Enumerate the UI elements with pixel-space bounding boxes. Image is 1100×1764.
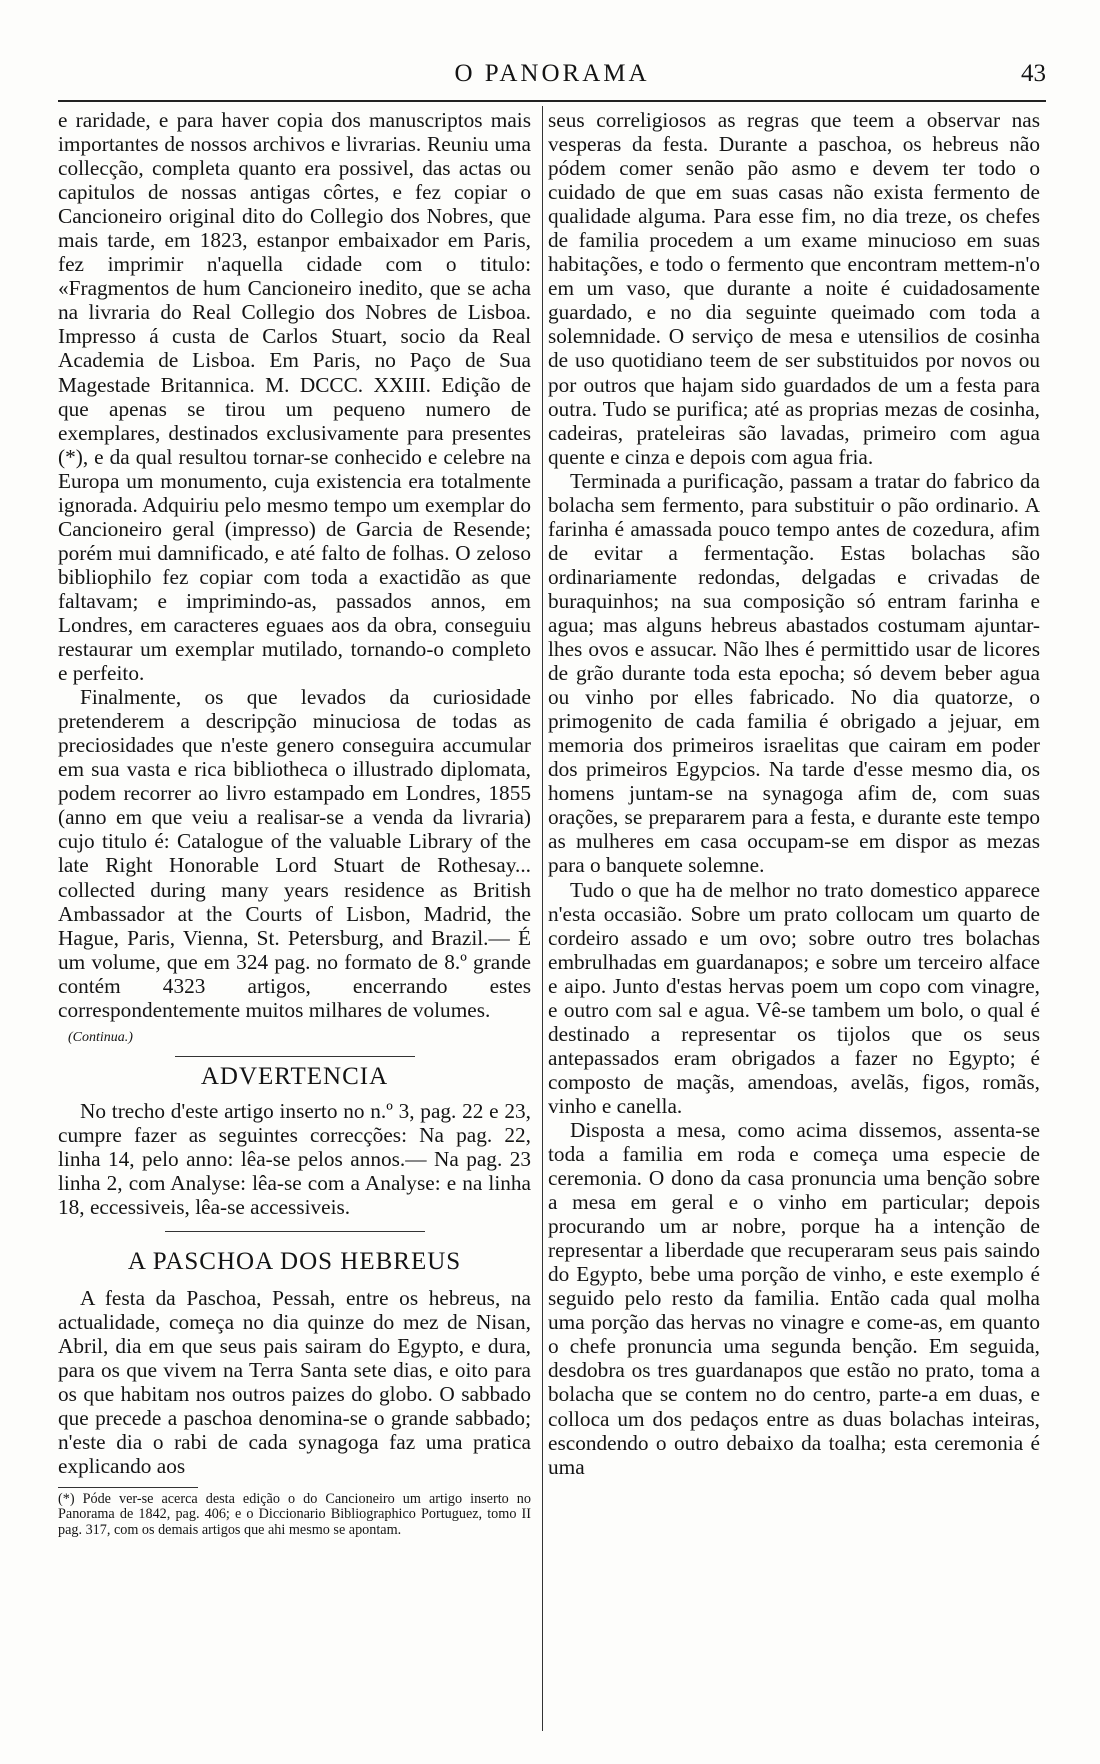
article-heading: A PASCHOA DOS HEBREUS (127, 1248, 462, 1276)
page-number: 43 (1021, 60, 1046, 87)
column-divider (542, 106, 543, 1731)
header-rule (58, 100, 1046, 102)
footnote-rule (58, 1487, 198, 1488)
right-paragraph-4: Disposta a mesa, como acima dissemos, assenta-se toda a familia em roda e começa uma especie de ceremonia. O dono da casa pronuncia uma benção sobre a mesa em geral e o vinho em particular; depois procurando um ar nobre, porque ha a intenção de representar a liberdade que recuperaram seus pais saindo do Egypto, bebe uma porção de vinho, e este exemplo é seguido pelo resto da familia. Então cada qual molha uma porção das hervas no vinagre e come-as, em quanto o chefe pronuncia uma segunda benção. Em seguida, desdobra os tres guardanapos que estão no prato, toma a bolacha que se contem no do centro, parte-a em duas, e colloca um dos pedaços entre as duas bolachas inteiras, escondendo o outro debaixo da toalha; esta ceremonia é uma (548, 1117, 1040, 1479)
section-rule (175, 1056, 415, 1057)
advertencia-text: No trecho d'este artigo inserto no n.º 3, pag. 22 e 23, cumpre fazer as seguintes correcções: Na pag. 22, linha 14, pelo anno: lêa-se pelos annos.— Na pag. 23 linha 2, com Analyse: lêa-se com a Analyse: e na linha 18, eccessiveis, lêa-se accessiveis. (58, 1098, 531, 1220)
right-paragraph-1: seus correligiosos as regras que teem a observar nas vesperas da festa. Durante a paschoa, os hebreus não pódem comer senão pão asmo e devem ter todo o cuidado de que em suas casas não exista fermento de qualidade alguma. Para esse fim, no dia treze, os chefes de familia procedem a um exame minucioso em suas habitações, e todo o fermento que encontram mettem-n'o em um vaso, que durante a noite é cuidadosamente guardado, e no dia seguinte queimado com toda a solemnidade. O serviço de mesa e utensilios de cosinha de uso quotidiano teem de ser substituidos por novos ou por outros que hajam sido guardados de um a festa para outra. Tudo se purifica; até as proprias mezas de cosinha, cadeiras, prateleiras são lavadas, primeiro com agua quente e cinza e depois com agua fria. (548, 108, 1040, 469)
journal-title: O PANORAMA (454, 60, 650, 87)
right-column (548, 108, 1040, 1479)
left-column (58, 108, 531, 1538)
left-paragraph-1: e raridade, e para haver copia dos manuscriptos mais importantes de nossos archivos e livrarias. Reuniu uma collecção, completa quanto era possivel, das actas ou capitulos de nossas antigas côrtes, e fez copiar o Cancioneiro original dito do Collegio dos Nobres, que mais tarde, em 1823, estanpor embaixador em Paris, fez imprimir n'aquella cidade com o titulo: «Fragmentos de hum Cancioneiro inedito, que se acha na livraria do Real Collegio dos Nobres de Lisboa. Impresso á custa de Carlos Stuart, socio da Real Academia de Lisboa. Em Paris, no Paço de Sua Magestade Britannica. M. DCCC. XXIII. Edição de que apenas se tirou um pequeno numero de exemplares, destinados exclusivamente para presentes (*), e da qual resultou tornar-se conhecido e celebre na Europa um monumento, cuja existencia era totalmente ignorada. Adquiriu pelo mesmo tempo um exemplar do Cancioneiro geral (impresso) de Garcia de Resende; porém mui damnificado, e até falto de folhas. O zeloso bibliophilo fez copiar com toda a exactidão as que faltavam; e imprimindo-as, passados annos, em Londres, em caracteres eguaes aos da obra, conseguiu restaurar um exemplar mutilado, tornando-o completo e perfeito. (58, 108, 531, 686)
right-paragraph-2: Terminada a purificação, passam a tratar do fabrico da bolacha sem fermento, para substituir o pão ordinario. A farinha é amassada pouco tempo antes de cozedura, afim de evitar a fermentação. Estas bolachas são ordinariamente redondas, delgadas e crivadas de buraquinhos; na sua composição só entram farinha e agua; mas alguns hebreus abastados costumam ajuntar-lhes ovos e assucar. Não lhes é permittido usar de licores de grão durante toda esta epocha; só devem beber agua ou vinho por elles fabricado. No dia quatorze, o primogenito de cada familia é obrigado a jejuar, em memoria dos primeiros israelitas que cairam em poder dos primeiros Egypcios. Na tarde d'esse mesmo dia, os homens juntam-se na synagoga afim de, com suas orações, se prepararem para a festa, e durante este tempo as mulheres em casa occupam-se em dispor as mezas para o banquete solemne. (548, 468, 1040, 878)
footnote: (*) Póde ver-se acerca desta edição o do Cancioneiro um artigo inserto no Panorama de 1842, pag. 406; e o Diccionario Bibliographico Portuguez, tomo II pag. 317, com os demais artigos que ahi mesmo se apontam. (58, 1490, 531, 1538)
continua-note: (Continua.) (68, 1029, 133, 1045)
section-rule (165, 1231, 425, 1232)
article-paragraph: A festa da Paschoa, Pessah, entre os hebreus, na actualidade, começa no dia quinze do mez de Nisan, Abril, dia em que seus pais sairam do Egypto, e dura, para os que vivem na Terra Santa sete dias, e oito para os que habitam nos outros paizes do globo. O sabbado que precede a paschoa denomina-se o grande sabbado; n'este dia o rabi de cada synagoga faz uma pratica explicando aos (58, 1286, 531, 1479)
left-paragraph-2: Finalmente, os que levados da curiosidade pretenderem a descripção minuciosa de todas as preciosidades que n'este genero conseguira accumular em sua vasta e rica bibliotheca o illustrado diplomata, podem recorrer ao livro estampado em Londres, 1855 (anno em que veiu a realisar-se a venda da livraria) cujo titulo é: Catalogue of the valuable Library of the late Right Honorable Lord Stuart de Rothesay... collected during many years residence as British Ambassador at the Courts of Lisbon, Madrid, the Hague, Paris, Vienna, St. Petersburg, and Brazil.— É um volume, que em 324 pag. no formato de 8.º grande contém 4323 artigos, encerrando estes correspondentemente muitos milhares de volumes. (58, 685, 531, 1022)
advertencia-heading: ADVERTENCIA (200, 1062, 389, 1090)
right-paragraph-3: Tudo o que ha de melhor no trato domestico apparece n'esta occasião. Sobre um prato collocam um quarto de cordeiro assado e um ovo; sobre outro tres bolachas embrulhadas em guardanapos; e sobre um terceiro alface e aipo. Junto d'estas hervas poem um copo com vinagre, e outro com sal e agua. Vê-se tambem um bolo, o qual é destinado a representar os tijolos que os seus antepassados eram obrigados a fazer no Egypto; é composto de maçãs, amendoas, avelãs, figos, romãs, vinho e canella. (548, 877, 1040, 1118)
page-header (58, 60, 1046, 94)
